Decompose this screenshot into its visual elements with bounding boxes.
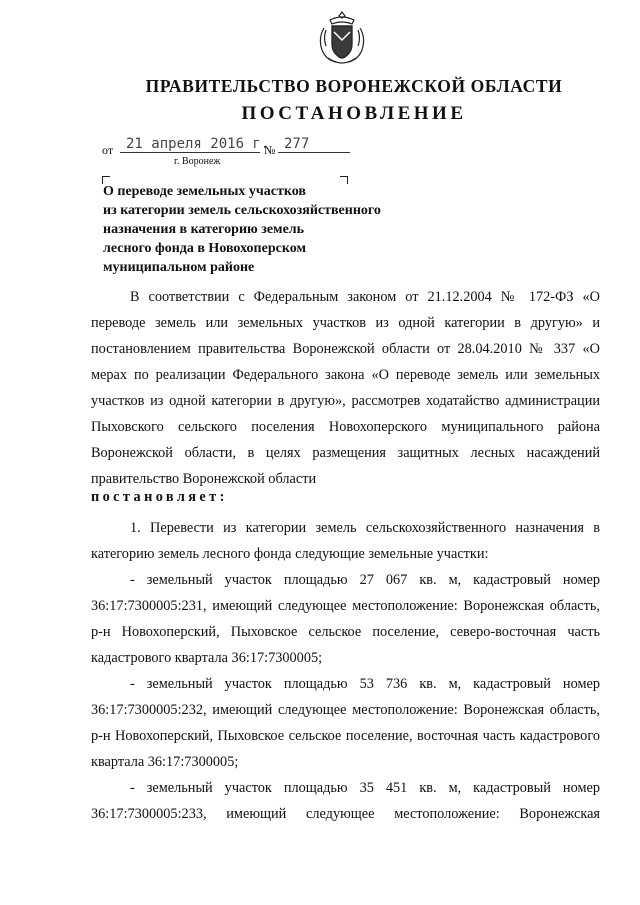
number-label: № [264,143,276,157]
city: г. Воронеж [174,156,221,167]
document-date: 21 апреля 2016 г. [120,136,260,153]
from-label: от [102,143,114,157]
coat-of-arms-icon [316,10,368,66]
government-name: ПРАВИТЕЛЬСТВО ВОРОНЕЖСКОЙ ОБЛАСТИ [145,76,563,96]
subject-title [103,182,423,277]
preamble-paragraph: В соответствии с Федеральным законом от 21.12.2004 № 172-ФЗ «О переводе земель или земельных участков из одной категории в другую» и постановлением правительства Воронежской области от 28.04.2010 № 337 «О мерах по реализации Федерального закона «О переводе земель или земельных участков из одной категории в другую», рассмотрев ходатайство администрации Пыховского сельского поселения Новохоперского муниципального района Воронежской области, в целях размещения защитных лесных насаждений правительство Воронежской области [91,289,600,487]
subject-line: муниципальном районе [103,260,255,275]
plot-paragraph-2: - земельный участок площадью 53 736 кв. м, кадастровый номер 36:17:7300005:232, имеющий следующее местоположение: Воронежская область, р-н Новохоперский, Пыховское сельское поселение, восточная часть кадастрового квартала 36:17:7300005; [91,676,600,770]
document-number: 277 [278,136,350,153]
document-type: ПОСТАНОВЛЕНИЕ [241,103,467,124]
subject-line: из категории земель сельскохозяйственного [103,203,381,218]
subject-line: назначения в категорию земель [103,222,305,237]
subject-line: лесного фонда в Новохоперском [103,241,306,256]
subject-line: О переводе земельных участков [103,184,306,199]
plot-paragraph-1: - земельный участок площадью 27 067 кв. м, кадастровый номер 36:17:7300005:231, имеющий следующее местоположение: Воронежская область, р-н Новохоперский, Пыховское сельское поселение, северо-восточная часть кадастрового квартала 36:17:7300005; [91,572,600,666]
plot-paragraph-3: - земельный участок площадью 35 451 кв. м, кадастровый номер 36:17:7300005:233, имеющий следующее местоположение: Воронежская [91,780,600,822]
item-1-paragraph: 1. Перевести из категории земель сельскохозяйственного назначения в категорию земель лесного фонда следующие земельные участки: [91,520,600,562]
resolves-word: постановляет: [91,489,228,505]
